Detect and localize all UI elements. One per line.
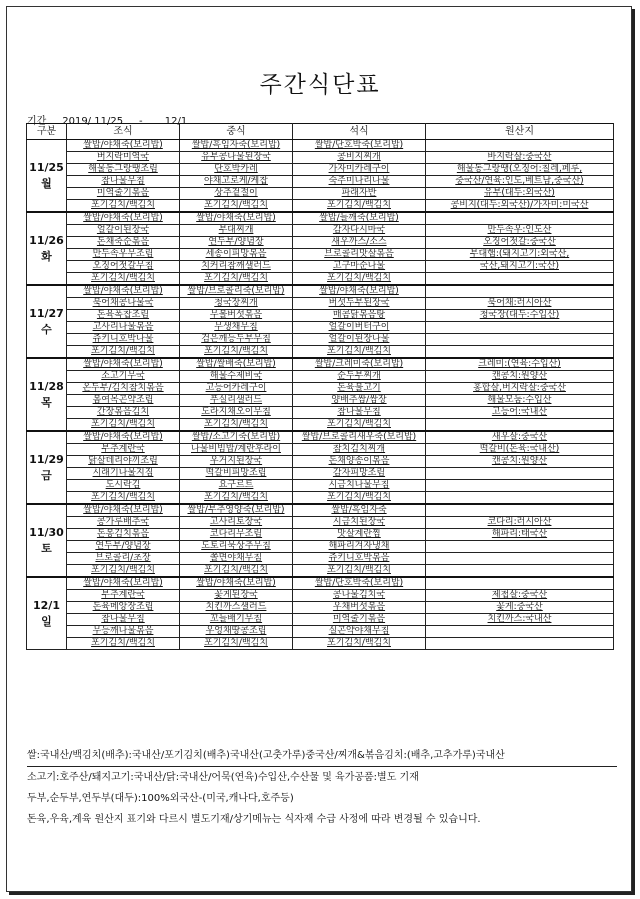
breakfast-cell: 포기김치/백김치 <box>67 346 180 359</box>
table-row <box>27 407 614 419</box>
dinner-cell: 순두부찌개 <box>293 371 426 383</box>
table-row <box>27 444 614 456</box>
lunch-cell: 쌀밥/부추영양죽(보리밥) <box>180 504 293 517</box>
origin-cell: 해파리:태국산 <box>426 529 614 541</box>
breakfast-cell: 시래기나물지짐 <box>67 468 180 480</box>
dinner-cell: 쌀밥/단호박죽(보리밥) <box>293 140 426 152</box>
table-row <box>27 431 614 444</box>
lunch-cell: 치킨까스샐러드 <box>180 602 293 614</box>
breakfast-cell: 도시락김 <box>67 480 180 492</box>
table-row <box>27 565 614 578</box>
table-row <box>27 468 614 480</box>
dinner-cell: 맛살계란찜 <box>293 529 426 541</box>
table-row <box>27 176 614 188</box>
day-cell <box>27 358 67 431</box>
dinner-cell: 쌀밥/야채죽(보리밥) <box>293 285 426 298</box>
lunch-cell: 치커리참깨샐러드 <box>180 261 293 273</box>
header-category: 구분 <box>27 124 67 140</box>
table-row <box>27 225 614 237</box>
lunch-cell: 꽃게된장국 <box>180 590 293 602</box>
origin-cell: 북어채:러시아산 <box>426 298 614 310</box>
breakfast-cell: 얼갈이된장국 <box>67 225 180 237</box>
day-date: 11/30 <box>29 525 64 539</box>
dinner-cell: 포기김치/백김치 <box>293 638 426 650</box>
header-dinner: 석식 <box>293 124 426 140</box>
breakfast-cell: 쌀밥/야채죽(보리밥) <box>67 577 180 590</box>
origin-cell <box>426 334 614 346</box>
day-weekday: 토 <box>41 541 52 555</box>
dinner-cell: 쌀밥/들깨죽(보리밥) <box>293 212 426 225</box>
lunch-cell: 상추겉절이 <box>180 188 293 200</box>
table-row <box>27 638 614 650</box>
breakfast-cell: 참나물무침 <box>67 614 180 626</box>
lunch-cell: 쫄면야채무침 <box>180 553 293 565</box>
breakfast-cell: 돈육메앙장조림 <box>67 602 180 614</box>
breakfast-cell: 부추계란국 <box>67 590 180 602</box>
note-line: 소고기:호주산/돼지고기:국내산/닭:국내산/어묵(연육)수입산,수산물 및 육가공품:별도 기재 <box>27 772 419 783</box>
origin-cell: 캔콩치:원양산 <box>426 456 614 468</box>
breakfast-cell: 돈봉김치볶음 <box>67 529 180 541</box>
note-line: 두부,순두부,연두부(대두):100%외국산-(미국,캐나다,호주등) <box>27 793 294 804</box>
origin-cell <box>426 504 614 517</box>
origin-cell: 오징어젓갈:중국산 <box>426 237 614 249</box>
lunch-cell: 무생채무침 <box>180 322 293 334</box>
breakfast-cell: 브로콜리/초장 <box>67 553 180 565</box>
day-cell <box>27 504 67 577</box>
table-row <box>27 188 614 200</box>
dinner-cell: 돈채양송이볶음 <box>293 456 426 468</box>
dinner-cell: 포기김치/백김치 <box>293 492 426 505</box>
breakfast-cell: 고사리나물볶음 <box>67 322 180 334</box>
lunch-cell: 쌀밥/브로콜리죽(보리밥) <box>180 285 293 298</box>
dinner-cell: 포기김치/백김치 <box>293 419 426 432</box>
breakfast-cell: 포기김치/백김치 <box>67 200 180 213</box>
day-date: 11/25 <box>29 160 64 174</box>
breakfast-cell: 연두부/양념장 <box>67 541 180 553</box>
lunch-cell: 도토리묵상추무침 <box>180 541 293 553</box>
origin-cell <box>426 273 614 286</box>
origin-cell: 치킨까스:국내산 <box>426 614 614 626</box>
dinner-cell: 포기김치/백김치 <box>293 346 426 359</box>
note-line: 쌀:국내산/백김치(배추):국내산/포기김치(배추)국내산(고춧가루)중국산/찌개&볶음김치:(배추,고추가루)국내산 <box>27 745 617 767</box>
table-row <box>27 614 614 626</box>
dinner-cell: 양배추쌈/쌈장 <box>293 395 426 407</box>
day-cell <box>27 285 67 358</box>
origin-cell: 새우살:중국산 <box>426 431 614 444</box>
period-value: 2019/ 11/25 - 12/1 <box>62 116 188 127</box>
dinner-cell: 콩비지찌개 <box>293 152 426 164</box>
dinner-cell: 시금치된장국 <box>293 517 426 529</box>
breakfast-cell: 무등깨나물볶음 <box>67 626 180 638</box>
period-label: 기간 <box>27 116 47 127</box>
lunch-cell: 포기김치/백김치 <box>180 419 293 432</box>
origin-cell <box>426 285 614 298</box>
lunch-cell: 도라지채오이무침 <box>180 407 293 419</box>
breakfast-cell: 쌀밥/야채죽(보리밥) <box>67 431 180 444</box>
breakfast-cell: 북어채콩나물국 <box>67 298 180 310</box>
lunch-cell: 포기김치/백김치 <box>180 200 293 213</box>
breakfast-cell: 봄여목곤약조림 <box>67 395 180 407</box>
table-row <box>27 285 614 298</box>
header-origin: 원산지 <box>426 124 614 140</box>
origin-cell: 꽃게:중국산 <box>426 602 614 614</box>
header-lunch: 중식 <box>180 124 293 140</box>
dinner-cell: 참나물무침 <box>293 407 426 419</box>
weekly-menu-table <box>26 123 614 650</box>
day-cell <box>27 140 67 213</box>
day-cell <box>27 212 67 285</box>
dinner-cell: 쥬키니호박볶음 <box>293 553 426 565</box>
origin-cell: 국산,돼지고기:국산) <box>426 261 614 273</box>
table-row <box>27 261 614 273</box>
lunch-cell: 나물비빔밥/계란후라이 <box>180 444 293 456</box>
day-date: 11/27 <box>29 306 64 320</box>
lunch-cell: 연두부/양념장 <box>180 237 293 249</box>
breakfast-cell: 닭살데리야끼조림 <box>67 456 180 468</box>
dinner-cell: 고구마순나물 <box>293 261 426 273</box>
note-line: 돈육,우육,계육 원산지 표기와 다르시 별도기재/상기메뉴는 식자재 수급 사정에 따라 변경될 수 있습니다. <box>27 814 481 825</box>
dinner-cell: 새우까스/소스 <box>293 237 426 249</box>
breakfast-cell: 돈육폭찹조림 <box>67 310 180 322</box>
table-row <box>27 517 614 529</box>
origin-cell <box>426 577 614 590</box>
dinner-cell: 포기김치/백김치 <box>293 200 426 213</box>
origin-cell <box>426 468 614 480</box>
lunch-cell: 떡갈비피망조림 <box>180 468 293 480</box>
origin-cell: 고등어:국내산 <box>426 407 614 419</box>
lunch-cell: 꼬들배기무침 <box>180 614 293 626</box>
table-row <box>27 334 614 346</box>
origin-cell <box>426 212 614 225</box>
dinner-cell: 포기김치/백김치 <box>293 565 426 578</box>
table-row <box>27 212 614 225</box>
dinner-cell: 브로콜리맛살볶음 <box>293 249 426 261</box>
dinner-cell: 쌀밥/크레미죽(보리밥) <box>293 358 426 371</box>
table-row <box>27 164 614 176</box>
lunch-cell: 쌀밥/소고기죽(보리밥) <box>180 431 293 444</box>
day-date: 11/26 <box>29 233 64 247</box>
origin-cell <box>426 322 614 334</box>
dinner-cell: 얼갈이된장나물 <box>293 334 426 346</box>
lunch-cell: 고사리토장국 <box>180 517 293 529</box>
origin-cell: 해물동그랑땡(오징어:칠레,페루, <box>426 164 614 176</box>
lunch-cell: 쌀밥/흑임자죽(보리밥) <box>180 140 293 152</box>
page-title: 주간식단표 <box>259 72 381 98</box>
origin-cell: 크레미:(연육:수입산) <box>426 358 614 371</box>
table-row <box>27 590 614 602</box>
origin-cell: 중국산/연육:인도,베트남,중국산) <box>426 176 614 188</box>
table-row <box>27 273 614 286</box>
table-row <box>27 419 614 432</box>
breakfast-cell: 포기김치/백김치 <box>67 492 180 505</box>
lunch-cell: 포기김치/백김치 <box>180 273 293 286</box>
day-cell <box>27 431 67 504</box>
dinner-cell: 해파리겨자냉채 <box>293 541 426 553</box>
breakfast-cell: 쌀밥/야채죽(보리밥) <box>67 212 180 225</box>
breakfast-cell: 온두부/김치참치볶음 <box>67 383 180 395</box>
table-row <box>27 577 614 590</box>
origin-notes <box>27 745 617 830</box>
dinner-cell: 얼갈이버터구이 <box>293 322 426 334</box>
breakfast-cell: 오징어젓갈무침 <box>67 261 180 273</box>
lunch-cell: 청국장찌개 <box>180 298 293 310</box>
table-row <box>27 152 614 164</box>
origin-cell: 만두속우:인도산 <box>426 225 614 237</box>
table-row <box>27 383 614 395</box>
lunch-cell: 단호박카레 <box>180 164 293 176</box>
table-row <box>27 395 614 407</box>
origin-cell: 해물모둠:수입산 <box>426 395 614 407</box>
breakfast-cell: 포기김치/백김치 <box>67 565 180 578</box>
dinner-cell: 콩나물김치국 <box>293 590 426 602</box>
lunch-cell: 고등어카레구이 <box>180 383 293 395</box>
dinner-cell: 시금치나물무침 <box>293 480 426 492</box>
origin-cell: 제첩살:중국산 <box>426 590 614 602</box>
day-weekday: 수 <box>41 322 52 336</box>
origin-cell <box>426 419 614 432</box>
day-date: 11/29 <box>29 452 64 466</box>
breakfast-cell: 해물동그랑땡조림 <box>67 164 180 176</box>
dinner-cell: 파래자반 <box>293 188 426 200</box>
table-row <box>27 492 614 505</box>
table-row <box>27 249 614 261</box>
lunch-cell: 쌀밥/쌀배죽(보리밥) <box>180 358 293 371</box>
table-row <box>27 140 614 152</box>
table-row <box>27 553 614 565</box>
lunch-cell: 쌀밥/야채죽(보리밥) <box>180 212 293 225</box>
origin-cell <box>426 480 614 492</box>
dinner-cell: 포기김치/백김치 <box>293 273 426 286</box>
origin-cell: 홍합살,버지락살:중국산 <box>426 383 614 395</box>
lunch-cell: 포기김치/백김치 <box>180 638 293 650</box>
table-header-row <box>27 124 614 140</box>
day-date: 12/1 <box>33 598 60 612</box>
origin-cell: 유부(대두:외국산) <box>426 188 614 200</box>
origin-cell <box>426 346 614 359</box>
table-row <box>27 322 614 334</box>
day-weekday: 화 <box>41 249 52 263</box>
dinner-cell: 참치김치찌개 <box>293 444 426 456</box>
table-row <box>27 358 614 371</box>
breakfast-cell: 포기김치/백김치 <box>67 273 180 286</box>
breakfast-cell: 간장볶음김치 <box>67 407 180 419</box>
table-row <box>27 504 614 517</box>
origin-cell <box>426 541 614 553</box>
dinner-cell: 감자피망조림 <box>293 468 426 480</box>
table-row <box>27 529 614 541</box>
dinner-cell: 버섯두부된장국 <box>293 298 426 310</box>
lunch-cell: 유부콩나물된장국 <box>180 152 293 164</box>
table-row <box>27 541 614 553</box>
breakfast-cell: 콩가루배추국 <box>67 517 180 529</box>
dinner-cell: 실곤약야채무침 <box>293 626 426 638</box>
lunch-cell: 우거지된장국 <box>180 456 293 468</box>
breakfast-cell: 포기김치/백김치 <box>67 419 180 432</box>
origin-cell: 캔콩치:원양산 <box>426 371 614 383</box>
breakfast-cell: 부추계란국 <box>67 444 180 456</box>
table-row <box>27 237 614 249</box>
lunch-cell: 해물수제비국 <box>180 371 293 383</box>
dinner-cell: 우채버섯볶음 <box>293 602 426 614</box>
origin-cell <box>426 140 614 152</box>
dinner-cell: 쌀밥/브로콜리새우죽(보리밥) <box>293 431 426 444</box>
dinner-cell: 돈육불고기 <box>293 383 426 395</box>
origin-cell <box>426 638 614 650</box>
day-weekday: 일 <box>41 614 52 628</box>
breakfast-cell: 소고기무국 <box>67 371 180 383</box>
breakfast-cell: 쥬키니호박나물 <box>67 334 180 346</box>
table-row <box>27 626 614 638</box>
origin-cell: 떡갈비(돈육:국내산) <box>426 444 614 456</box>
origin-cell: 바지락살:중국산 <box>426 152 614 164</box>
dinner-cell: 쌀밥/흑임자죽 <box>293 504 426 517</box>
table-row <box>27 456 614 468</box>
lunch-cell: 부대찌개 <box>180 225 293 237</box>
breakfast-cell: 참나물무침 <box>67 176 180 188</box>
table-row <box>27 480 614 492</box>
lunch-cell: 코다리무조림 <box>180 529 293 541</box>
lunch-cell: 우엉채땅콩조림 <box>180 626 293 638</box>
breakfast-cell: 버지락미역국 <box>67 152 180 164</box>
lunch-cell: 검은깨등두부무침 <box>180 334 293 346</box>
day-weekday: 월 <box>41 176 52 190</box>
dinner-cell: 매콤닭볶음탕 <box>293 310 426 322</box>
header-breakfast: 조식 <box>67 124 180 140</box>
origin-cell <box>426 553 614 565</box>
origin-cell: 청국장(대두:수입산) <box>426 310 614 322</box>
breakfast-cell: 미역줄기볶음 <box>67 188 180 200</box>
lunch-cell: 푸실리샐러드 <box>180 395 293 407</box>
breakfast-cell: 만두속우무조림 <box>67 249 180 261</box>
lunch-cell: 포기김치/백김치 <box>180 565 293 578</box>
breakfast-cell: 돈채죽순볶음 <box>67 237 180 249</box>
table-row <box>27 371 614 383</box>
breakfast-cell: 쌀밥/야채죽(보리밥) <box>67 504 180 517</box>
origin-cell <box>426 626 614 638</box>
lunch-cell: 무볼버섯볶음 <box>180 310 293 322</box>
lunch-cell: 포기김치/백김치 <box>180 346 293 359</box>
day-weekday: 목 <box>41 395 52 409</box>
table-row <box>27 602 614 614</box>
lunch-cell: 야채고로케/케찹 <box>180 176 293 188</box>
table-row <box>27 200 614 213</box>
lunch-cell: 쌀밥/야채죽(보리밥) <box>180 577 293 590</box>
dinner-cell: 가자미카레구이 <box>293 164 426 176</box>
origin-cell <box>426 565 614 578</box>
dinner-cell: 숙주미나리나물 <box>293 176 426 188</box>
dinner-cell: 미역줄기볶음 <box>293 614 426 626</box>
breakfast-cell: 쌀밥/야채죽(보리밥) <box>67 358 180 371</box>
lunch-cell: 요구르트 <box>180 480 293 492</box>
lunch-cell: 포기김치/백김치 <box>180 492 293 505</box>
table-row <box>27 310 614 322</box>
lunch-cell: 세송이피망볶음 <box>180 249 293 261</box>
origin-cell: 부대햄:(돼지고기:외국산, <box>426 249 614 261</box>
table-row <box>27 346 614 359</box>
dinner-cell: 감자다시마국 <box>293 225 426 237</box>
origin-cell: 콩비지(대두:외국산)/가자미:미국산 <box>426 200 614 213</box>
day-weekday: 금 <box>41 468 52 482</box>
table-row <box>27 298 614 310</box>
breakfast-cell: 쌀밥/야채죽(보리밥) <box>67 285 180 298</box>
breakfast-cell: 쌀밥/야채죽(보리밥) <box>67 140 180 152</box>
day-date: 11/28 <box>29 379 64 393</box>
day-cell <box>27 577 67 650</box>
breakfast-cell: 포기김치/백김치 <box>67 638 180 650</box>
dinner-cell: 쌀밥/단호박죽(보리밥) <box>293 577 426 590</box>
origin-cell: 코다리:러시아산 <box>426 517 614 529</box>
origin-cell <box>426 492 614 505</box>
